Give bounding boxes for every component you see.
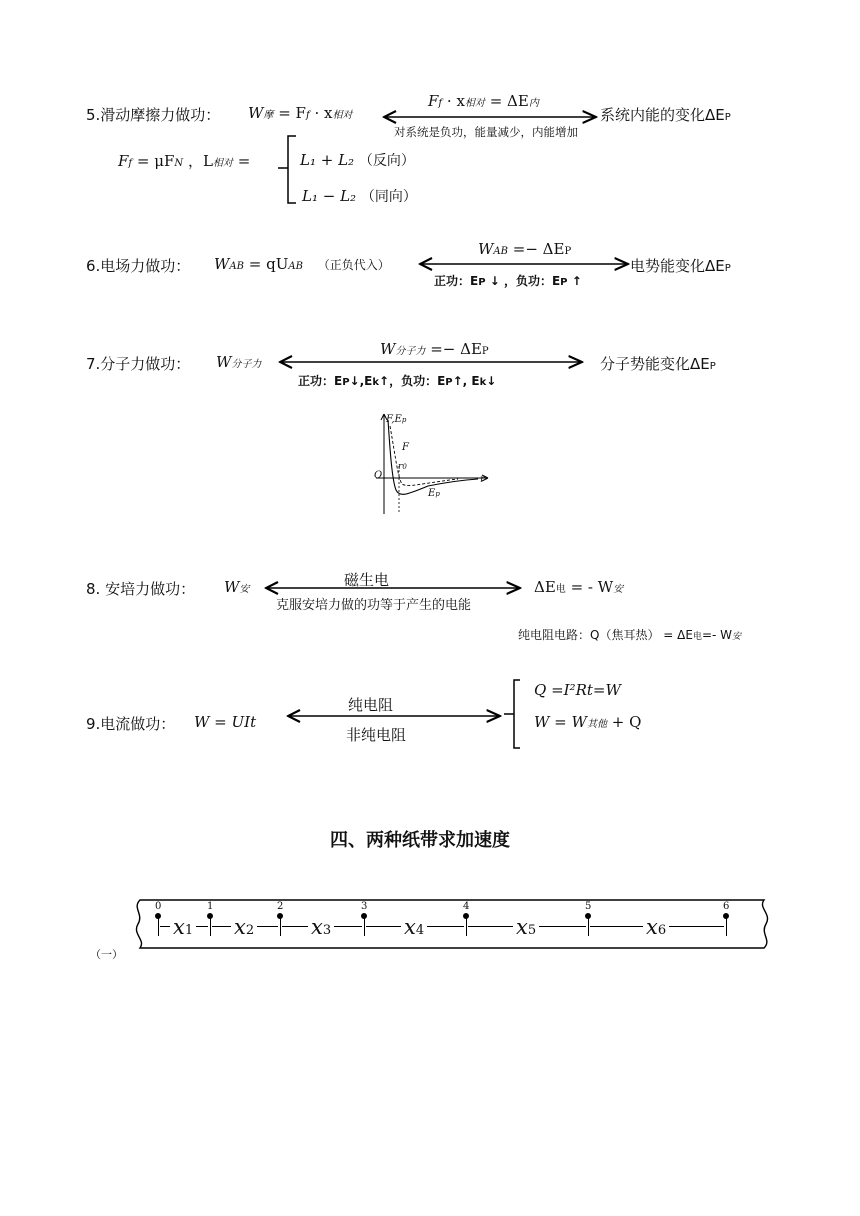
tape-segment-label-1: x1 <box>170 916 196 942</box>
s6-arrow-bottom: 正功：EP ↓ ，负功：EP ↑ <box>434 274 582 288</box>
s7-right: 分子势能变化ΔEP <box>600 355 716 373</box>
tape-point-label-5: 5 <box>585 901 592 912</box>
graph-ep-label: Ep <box>428 488 440 499</box>
graph-y-label: F,Ep <box>386 414 407 425</box>
s8-w: W安 <box>224 578 250 596</box>
s8-title: 8. 安培力做功： <box>86 580 196 598</box>
tape-tick-3 <box>364 916 365 936</box>
s8-arrow-bottom: 克服安培力做的功等于产生的电能 <box>276 598 472 613</box>
s5-case-opposite: L₁ + L₂ （反向） <box>300 151 415 169</box>
s5-arrow-bottom: 对系统是负功，能量减少，内能增加 <box>394 125 578 139</box>
tape-segment-label-3: x3 <box>308 916 334 942</box>
tape-tick-5 <box>588 916 589 936</box>
s9-brace <box>504 680 520 748</box>
tape-point-label-6: 6 <box>723 901 730 912</box>
tape-point-label-1: 1 <box>207 901 214 912</box>
s8-pure-resistor-note: 纯电阻电路：Q（焦耳热） = ΔE电=- W安 <box>518 628 742 642</box>
graph-x-label: r <box>480 474 485 485</box>
s9-arrow-bottom: 非纯电阻 <box>346 726 407 744</box>
molecular-force-graph <box>368 410 498 520</box>
s8-right: ΔE电 = - W安 <box>534 578 624 596</box>
s5-arrow-top: Ff · x相对 = ΔE内 <box>428 92 539 110</box>
s5-right: 系统内能的变化ΔEP <box>600 106 731 124</box>
s9-case-nonpure: W = W其他 + Q <box>534 713 642 731</box>
tape-tick-0 <box>158 916 159 936</box>
tape-tick-2 <box>280 916 281 936</box>
ep-curve <box>388 420 478 494</box>
s6-title: 6.电场力做功： <box>86 257 191 275</box>
tape-segment-label-2: x2 <box>231 916 257 942</box>
tape-segment-label-6: x6 <box>643 916 669 942</box>
tape-point-label-0: 0 <box>155 901 162 912</box>
s7-arrow-bottom: 正功：EP↓,Ek↑，负功：EP↑, Ek↓ <box>298 374 497 388</box>
s5-brace <box>278 136 296 203</box>
tape-tick-4 <box>466 916 467 936</box>
tape-point-label-4: 4 <box>463 901 470 912</box>
s9-arrow-top: 纯电阻 <box>348 696 394 714</box>
s6-arrow-top: WAB =− ΔEP <box>478 240 572 258</box>
s7-title: 7.分子力做功： <box>86 355 191 373</box>
tape-point-label-3: 3 <box>361 901 368 912</box>
tape-label: （一） <box>90 948 123 961</box>
tape-tick-6 <box>726 916 727 936</box>
graph-f-label: F <box>402 442 409 453</box>
f-curve <box>390 426 458 485</box>
s7-w: W分子力 <box>216 353 262 371</box>
s8-arrow-top: 磁生电 <box>344 571 390 589</box>
s9-formula: W = UIt <box>194 713 257 731</box>
s5-friction-work-formula: W摩 = Ff · x相对 <box>248 104 353 122</box>
section-heading: 四、两种纸带求加速度 <box>330 830 510 851</box>
tape-tick-1 <box>210 916 211 936</box>
tape-segment-label-4: x4 <box>401 916 427 942</box>
tape-point-label-2: 2 <box>277 901 284 912</box>
s6-formula: WAB = qUAB （正负代入） <box>214 255 390 273</box>
graph-origin-label: O <box>374 470 383 481</box>
s5-title: 5.滑动摩擦力做功： <box>86 106 221 124</box>
s9-case-pure: Q =I²Rt=W <box>534 681 621 699</box>
s7-arrow-top: W分子力 =− ΔEP <box>380 340 489 358</box>
graph-r0-label: r0 <box>398 462 407 472</box>
tape-segment-label-5: x5 <box>513 916 539 942</box>
paper-tape <box>128 898 788 950</box>
s9-title: 9.电流做功： <box>86 715 176 733</box>
s5-ff-formula: Ff = μFN ，L相对 = <box>118 152 251 170</box>
s6-right: 电势能变化ΔEP <box>630 257 731 275</box>
s5-case-same: L₁ − L₂ （同向） <box>302 187 417 205</box>
